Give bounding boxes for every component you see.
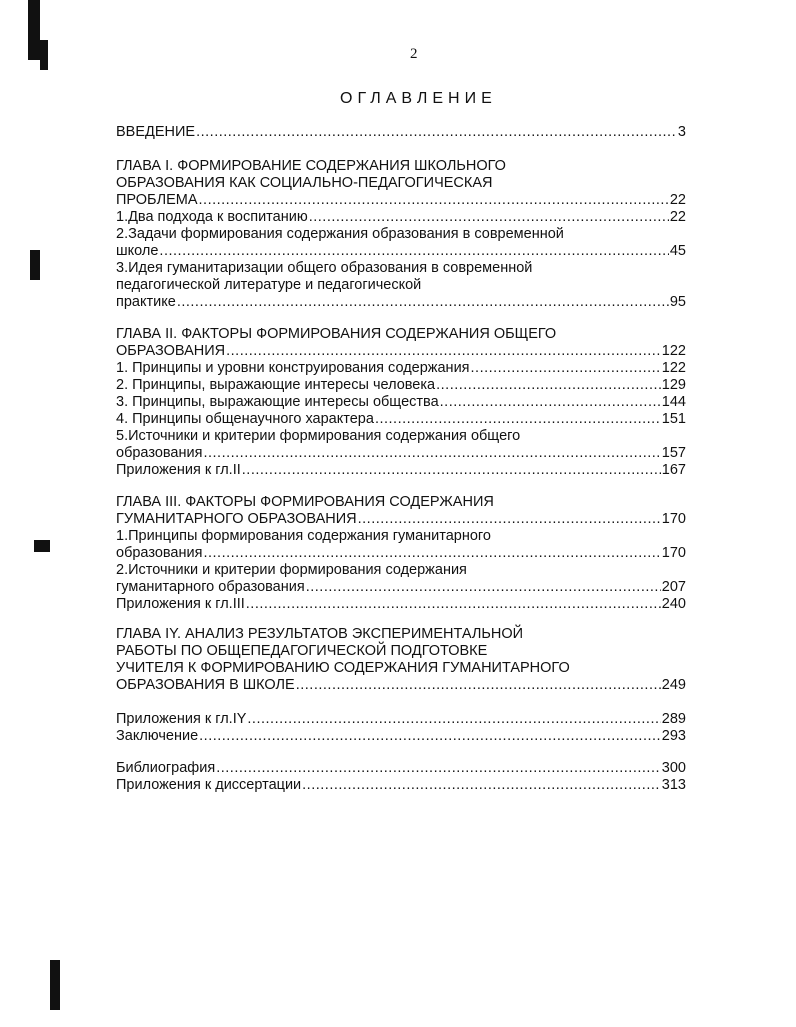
toc-entry: педагогической литературе и педагогической — [116, 277, 422, 293]
chapter-heading: УЧИТЕЛЯ К ФОРМИРОВАНИЮ СОДЕРЖАНИЯ ГУМАНИТАРНОГО — [116, 660, 570, 676]
toc-entry: ГУМАНИТАРНОГО ОБРАЗОВАНИЯ ..... 170 — [116, 511, 686, 528]
chapter-heading: ГЛАВА II. ФАКТОРЫ ФОРМИРОВАНИЯ СОДЕРЖАНИЯ ОБЩЕГО — [116, 326, 557, 342]
toc-entry: ОБРАЗОВАНИЯ ..... 122 — [116, 343, 686, 360]
toc-entry: практике ..... 95 — [116, 294, 686, 311]
toc-entry: 2.Источники и критерии формирования содержания — [116, 562, 467, 578]
toc-title: ОГЛАВЛЕНИЕ — [340, 90, 497, 107]
page-number: 2 — [410, 46, 418, 62]
toc-entry: Приложения к диссертации ..... 313 — [116, 777, 686, 794]
toc-entry: 2. Принципы, выражающие интересы человека ..... 129 — [116, 377, 686, 394]
toc-entry: образования ..... 157 — [116, 445, 686, 462]
toc-entry: 5.Источники и критерии формирования содержания общего — [116, 428, 521, 444]
toc-entry: 2.Задачи формирования содержания образования в современной — [116, 226, 564, 242]
toc-entry: 3. Принципы, выражающие интересы общества ..... 144 — [116, 394, 686, 411]
toc-entry: 3.Идея гуманитаризации общего образования в современной — [116, 260, 533, 276]
chapter-heading: ОБРАЗОВАНИЯ КАК СОЦИАЛЬНО-ПЕДАГОГИЧЕСКАЯ — [116, 175, 493, 191]
toc-entry: Заключение ..... 293 — [116, 728, 686, 745]
chapter-heading: ГЛАВА III. ФАКТОРЫ ФОРМИРОВАНИЯ СОДЕРЖАНИЯ — [116, 494, 494, 510]
toc-entry: Приложения к гл.IY ..... 289 — [116, 711, 686, 728]
toc-entry: ОБРАЗОВАНИЯ В ШКОЛЕ ..... 249 — [116, 677, 686, 694]
chapter-heading: ГЛАВА IY. АНАЛИЗ РЕЗУЛЬТАТОВ ЭКСПЕРИМЕНТАЛЬНОЙ — [116, 626, 524, 642]
chapter-heading: РАБОТЫ ПО ОБЩЕПЕДАГОГИЧЕСКОЙ ПОДГОТОВКЕ — [116, 643, 488, 659]
toc-entry: образования ..... 170 — [116, 545, 686, 562]
toc-entry: 4. Принципы общенаучного характера ..... 151 — [116, 411, 686, 428]
toc-entry: Приложения к гл.III ..... 240 — [116, 596, 686, 613]
chapter-heading: ГЛАВА I. ФОРМИРОВАНИЕ СОДЕРЖАНИЯ ШКОЛЬНОГО — [116, 158, 506, 174]
toc-entry: Приложения к гл.II ..... 167 — [116, 462, 686, 479]
toc-entry: ПРОБЛЕМА ..... 22 — [116, 192, 686, 209]
toc-entry: 1.Принципы формирования содержания гуманитарного — [116, 528, 491, 544]
toc-entry: 1.Два подхода к воспитанию ..... 22 — [116, 209, 686, 226]
toc-entry: 1. Принципы и уровни конструирования содержания ..... 122 — [116, 360, 686, 377]
toc-entry-introduction: ВВЕДЕНИЕ ..... 3 — [116, 124, 686, 141]
toc-entry: Библиография ..... 300 — [116, 760, 686, 777]
toc-entry: гуманитарного образования ..... 207 — [116, 579, 686, 596]
toc-entry: школе ..... 45 — [116, 243, 686, 260]
